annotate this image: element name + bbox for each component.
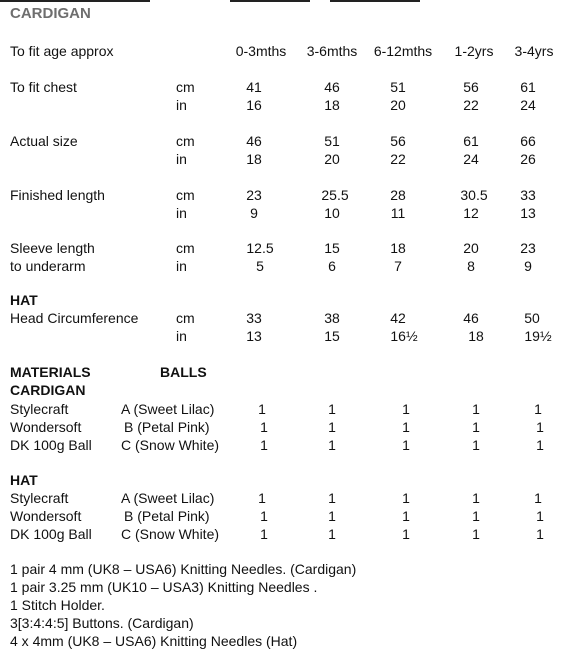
ball-count: 1	[536, 508, 544, 524]
cell: 33	[520, 187, 536, 203]
cell: 50	[524, 310, 540, 326]
cell: 16	[246, 97, 262, 113]
cell: 56	[463, 79, 479, 95]
measurement-label: Actual size	[10, 133, 78, 149]
ball-count: 1	[534, 490, 542, 506]
ball-count: 1	[328, 419, 336, 435]
ball-count: 1	[258, 401, 266, 417]
ball-count: 1	[402, 526, 410, 542]
age-label: To fit age approx	[10, 43, 114, 59]
cell: 18	[468, 328, 484, 344]
cell: 33	[246, 310, 262, 326]
cell: 24	[463, 151, 479, 167]
ball-count: 1	[402, 419, 410, 435]
cell: 10	[324, 205, 340, 221]
ball-count: 1	[402, 437, 410, 453]
size-header: 3-4yrs	[514, 43, 554, 59]
unit-label: in	[176, 205, 187, 221]
page-title: CARDIGAN	[10, 5, 91, 22]
cell: 12.5	[246, 240, 274, 256]
cell: 66	[520, 133, 536, 149]
unit-label: cm	[176, 79, 195, 95]
cell: 42	[390, 310, 406, 326]
yarn-name: Stylecraft	[10, 401, 69, 417]
note-line: 1 pair 4 mm (UK8 – USA6) Knitting Needles. (Cardigan)	[10, 561, 357, 577]
unit-label: cm	[176, 310, 195, 326]
top-rule	[0, 0, 150, 2]
ball-count: 1	[328, 508, 336, 524]
cell: 38	[324, 310, 340, 326]
yarn-colour: A (Sweet Lilac)	[121, 401, 215, 417]
measurement-label: Head Circumference	[10, 310, 139, 326]
unit-label: in	[176, 328, 187, 344]
cell: 18	[390, 240, 406, 256]
cell: 18	[324, 97, 340, 113]
yarn-name: Stylecraft	[10, 490, 69, 506]
cell: 22	[390, 151, 406, 167]
note-line: 3[3:4:4:5] Buttons. (Cardigan)	[10, 615, 194, 631]
cell: 18	[246, 151, 262, 167]
ball-count: 1	[260, 437, 268, 453]
ball-count: 1	[536, 419, 544, 435]
unit-label: in	[176, 258, 187, 274]
cell: 11	[390, 205, 406, 221]
cell: 41	[246, 79, 262, 95]
cell: 46	[463, 310, 479, 326]
measurement-label: Finished length	[10, 187, 105, 203]
yarn-name: DK 100g Ball	[10, 437, 92, 453]
ball-count: 1	[328, 490, 336, 506]
cell: 46	[324, 79, 340, 95]
ball-count: 1	[472, 401, 480, 417]
ball-count: 1	[258, 490, 266, 506]
cell: 61	[463, 133, 479, 149]
cell: 12	[463, 205, 479, 221]
yarn-colour: B (Petal Pink)	[124, 508, 210, 524]
measurement-label: Sleeve length	[10, 240, 95, 256]
yarn-name: Wondersoft	[10, 419, 82, 435]
cell: 15	[324, 328, 340, 344]
note-line: 1 Stitch Holder.	[10, 597, 105, 613]
note-line: 4 x 4mm (UK8 – USA6) Knitting Needles (Hat)	[10, 633, 298, 649]
cell: 25.5	[321, 187, 349, 203]
cell: 9	[250, 205, 258, 221]
hat-heading: HAT	[10, 292, 38, 308]
ball-count: 1	[328, 526, 336, 542]
unit-label: cm	[176, 240, 195, 256]
cell: 51	[324, 133, 340, 149]
cell: 9	[524, 258, 532, 274]
ball-count: 1	[260, 419, 268, 435]
yarn-colour: B (Petal Pink)	[124, 419, 210, 435]
cell: 20	[463, 240, 479, 256]
yarn-name: DK 100g Ball	[10, 526, 92, 542]
top-rule	[230, 0, 310, 2]
cell: 19½	[524, 328, 552, 344]
ball-count: 1	[328, 401, 336, 417]
balls-heading: BALLS	[160, 364, 207, 380]
size-header: 1-2yrs	[454, 43, 494, 59]
yarn-colour: C (Snow White)	[121, 526, 220, 542]
size-header: 6-12mths	[373, 43, 433, 59]
unit-label: cm	[176, 187, 195, 203]
unit-label: in	[176, 151, 187, 167]
ball-count: 1	[472, 490, 480, 506]
ball-count: 1	[260, 508, 268, 524]
cell: 28	[390, 187, 406, 203]
cell: 24	[520, 97, 536, 113]
unit-label: in	[176, 97, 187, 113]
yarn-name: Wondersoft	[10, 508, 82, 524]
materials-subheading: HAT	[10, 472, 38, 488]
ball-count: 1	[472, 419, 480, 435]
ball-count: 1	[328, 437, 336, 453]
cell: 26	[520, 151, 536, 167]
cell: 16½	[390, 328, 418, 344]
ball-count: 1	[534, 401, 542, 417]
cell: 5	[256, 258, 264, 274]
cell: 15	[324, 240, 340, 256]
yarn-colour: A (Sweet Lilac)	[121, 490, 215, 506]
ball-count: 1	[402, 490, 410, 506]
measurement-label: To fit chest	[10, 79, 77, 95]
cell: 6	[328, 258, 336, 274]
ball-count: 1	[472, 437, 480, 453]
cell: 56	[390, 133, 406, 149]
cell: 20	[324, 151, 340, 167]
materials-heading: MATERIALS	[10, 364, 91, 380]
cell: 46	[246, 133, 262, 149]
ball-count: 1	[402, 508, 410, 524]
unit-label: cm	[176, 133, 195, 149]
cell: 20	[390, 97, 406, 113]
cell: 23	[520, 240, 536, 256]
cell: 13	[246, 328, 262, 344]
ball-count: 1	[260, 526, 268, 542]
cell: 51	[390, 79, 406, 95]
ball-count: 1	[472, 508, 480, 524]
size-header: 0-3mths	[235, 43, 287, 59]
cell: 7	[394, 258, 402, 274]
measurement-label: to underarm	[10, 258, 86, 274]
cell: 30.5	[460, 187, 488, 203]
cell: 13	[520, 205, 536, 221]
materials-subheading: CARDIGAN	[10, 382, 86, 398]
ball-count: 1	[472, 526, 480, 542]
cell: 61	[520, 79, 536, 95]
top-rule	[330, 0, 420, 2]
note-line: 1 pair 3.25 mm (UK10 – USA3) Knitting Needles .	[10, 579, 318, 595]
ball-count: 1	[536, 526, 544, 542]
ball-count: 1	[402, 401, 410, 417]
cell: 22	[463, 97, 479, 113]
cell: 8	[467, 258, 475, 274]
ball-count: 1	[536, 437, 544, 453]
size-header: 3-6mths	[306, 43, 358, 59]
yarn-colour: C (Snow White)	[121, 437, 220, 453]
cell: 23	[246, 187, 262, 203]
